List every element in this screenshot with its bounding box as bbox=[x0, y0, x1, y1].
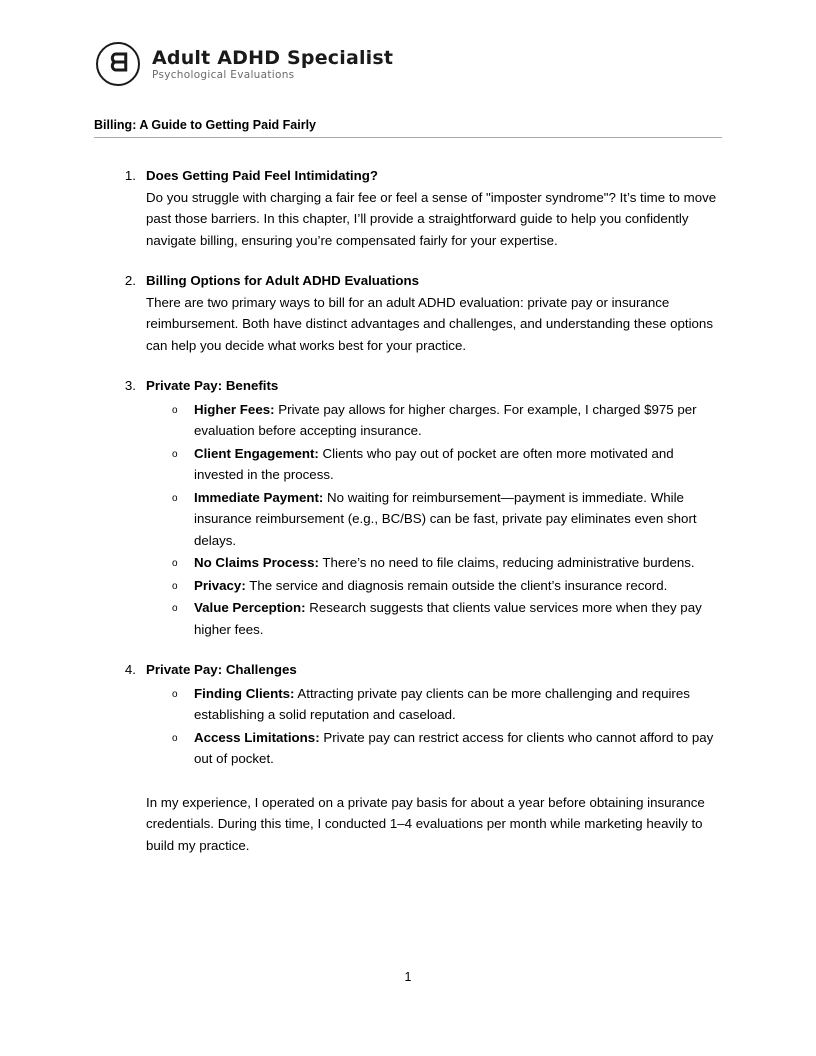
section-number: 2. bbox=[124, 273, 136, 288]
list-item-body: The service and diagnosis remain outside the client’s insurance record. bbox=[245, 577, 668, 593]
list-item-label: Finding Clients: bbox=[194, 685, 295, 701]
list-item bbox=[146, 575, 726, 597]
list-item-label: Value Perception: bbox=[194, 600, 306, 615]
list-item bbox=[146, 597, 726, 640]
list-item bbox=[146, 443, 726, 486]
list-item bbox=[146, 683, 726, 726]
list-item-body: Attracting private pay clients can be more challenging and requires establishing a solid reputation and caseload. bbox=[194, 685, 690, 722]
circle-bullet-icon: o bbox=[172, 492, 178, 504]
logo-monogram: ᗺ bbox=[109, 50, 127, 77]
circle-bullet-icon: o bbox=[172, 603, 178, 614]
section-body: Do you struggle with charging a fair fee or feel a sense of "imposter syndrome"? It’s time to move past those barriers. In this chapter, I’ll provide a straightforward guide to help you confidently navigate billing, ensuring you’re compensated fairly for your expertise. bbox=[146, 189, 717, 248]
section-item bbox=[94, 659, 726, 770]
list-item-label: Higher Fees: bbox=[194, 401, 275, 417]
section-item bbox=[94, 270, 726, 356]
section-heading: Billing Options for Adult ADHD Evaluations bbox=[146, 273, 420, 288]
page-title: Billing: A Guide to Getting Paid Fairly bbox=[94, 118, 316, 132]
logo-circle-icon bbox=[96, 42, 142, 88]
section-item bbox=[94, 375, 726, 640]
list-item-label: Access Limitations: bbox=[194, 729, 320, 745]
section-list bbox=[94, 165, 726, 770]
list-item-body: Clients who pay out of pocket are often more motivated and invested in the process. bbox=[194, 445, 674, 482]
logo-text bbox=[152, 46, 394, 82]
page-number: 1 bbox=[404, 970, 412, 984]
section-heading: Private Pay: Benefits bbox=[146, 378, 279, 393]
circle-bullet-icon: o bbox=[172, 404, 178, 416]
list-item-label: Privacy: bbox=[194, 577, 246, 593]
logo-title: Adult ADHD Specialist bbox=[152, 46, 394, 69]
circle-bullet-icon: o bbox=[172, 580, 178, 592]
circle-bullet-icon: o bbox=[172, 688, 178, 700]
list-item-text bbox=[194, 552, 726, 574]
list-item-label: No Claims Process: bbox=[194, 555, 319, 570]
list-item-body: Private pay allows for higher charges. For example, I charged $975 per evaluation before accepting insurance. bbox=[194, 401, 697, 438]
bullet-list bbox=[146, 683, 726, 770]
section-item bbox=[94, 165, 726, 251]
circle-bullet-icon: o bbox=[172, 448, 178, 460]
document-body bbox=[94, 165, 726, 856]
list-item-text bbox=[194, 443, 726, 486]
circle-bullet-icon: o bbox=[172, 732, 178, 744]
list-item bbox=[146, 727, 726, 770]
list-item bbox=[146, 399, 726, 442]
list-item-text bbox=[194, 727, 726, 770]
logo bbox=[96, 42, 393, 88]
list-item-body: No waiting for reimbursement—payment is immediate. While insurance reimbursement (e.g., BC/BS) can be fast, private pay eliminates even short delays. bbox=[194, 489, 697, 548]
list-item-label: Client Engagement: bbox=[194, 445, 319, 461]
list-item-text bbox=[194, 597, 726, 640]
list-item-body: There’s no need to file claims, reducing administrative burdens. bbox=[318, 555, 695, 570]
list-item bbox=[146, 487, 726, 552]
document-header bbox=[94, 118, 722, 138]
list-item bbox=[146, 552, 726, 574]
section-number: 3. bbox=[124, 378, 136, 393]
list-item-text bbox=[194, 683, 726, 726]
list-item-text bbox=[194, 487, 726, 552]
logo-subtitle: Psychological Evaluations bbox=[152, 69, 295, 82]
list-item-body: Research suggests that clients value services more when they pay higher fees. bbox=[194, 600, 702, 637]
circle-bullet-icon: o bbox=[172, 558, 178, 569]
section-number: 4. bbox=[124, 662, 136, 677]
list-item-body: Private pay can restrict access for clients who cannot afford to pay out of pocket. bbox=[194, 729, 714, 766]
list-item-text bbox=[194, 575, 726, 597]
bullet-list bbox=[146, 399, 726, 641]
closing-paragraph: In my experience, I operated on a private pay basis for about a year before obtaining insurance credentials. During this time, I conducted 1–4 evaluations per month while marketing heavily to build my practice. bbox=[146, 794, 705, 853]
section-heading: Private Pay: Challenges bbox=[146, 662, 297, 677]
section-body: There are two primary ways to bill for an adult ADHD evaluation: private pay or insurance reimbursement. Both have distinct advantages and challenges, and understanding these options can help you decide what works best for your practice. bbox=[146, 294, 713, 353]
list-item-label: Immediate Payment: bbox=[194, 489, 324, 505]
section-number: 1. bbox=[124, 168, 136, 183]
section-heading: Does Getting Paid Feel Intimidating? bbox=[146, 168, 378, 183]
header-divider bbox=[94, 137, 722, 138]
list-item-text bbox=[194, 399, 726, 442]
